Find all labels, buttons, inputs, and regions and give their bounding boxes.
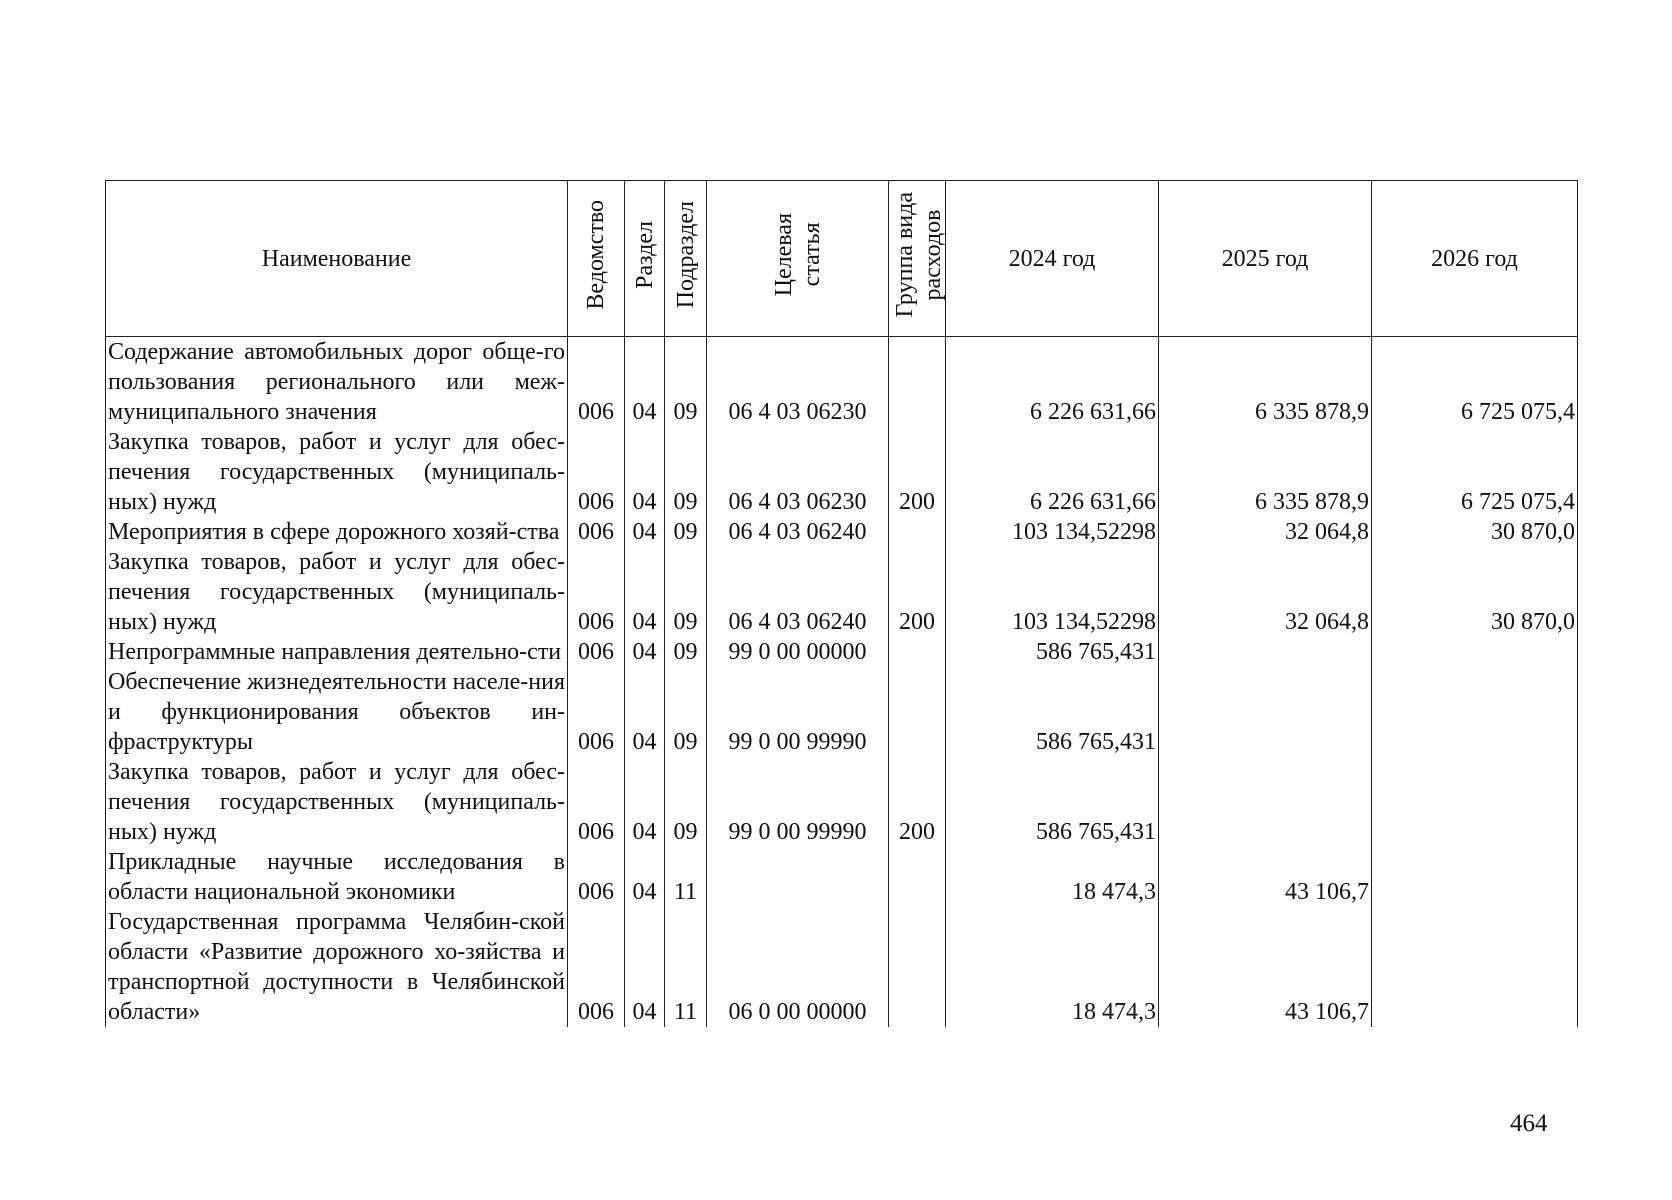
row-2025: 32 064,8 [1159, 547, 1372, 637]
row-expense-group [889, 517, 946, 547]
row-2026 [1372, 757, 1578, 847]
table-row [106, 337, 1578, 428]
header-target: Целевая статья [707, 181, 889, 337]
header-department: Ведомство [568, 181, 625, 337]
row-section: 04 [625, 337, 665, 428]
table-row [106, 847, 1578, 907]
table-row [106, 517, 1578, 547]
row-target: 06 0 00 00000 [707, 907, 889, 1027]
table-header-row [106, 181, 1578, 337]
row-name: Закупка товаров, работ и услуг для обес-печения государственных (муниципаль-ных) нужд [106, 757, 568, 847]
table-row [106, 427, 1578, 517]
row-2024: 586 765,431 [946, 637, 1159, 667]
row-expense-group [889, 337, 946, 428]
row-subsection: 09 [665, 517, 707, 547]
row-section: 04 [625, 637, 665, 667]
row-subsection: 09 [665, 757, 707, 847]
row-target: 06 4 03 06240 [707, 517, 889, 547]
row-department: 006 [568, 637, 625, 667]
row-2025 [1159, 667, 1372, 757]
row-name: Закупка товаров, работ и услуг для обес-печения государственных (муниципаль-ных) нужд [106, 547, 568, 637]
row-2026: 6 725 075,4 [1372, 427, 1578, 517]
row-subsection: 11 [665, 907, 707, 1027]
row-2025: 6 335 878,9 [1159, 427, 1372, 517]
row-section: 04 [625, 907, 665, 1027]
row-2026: 30 870,0 [1372, 517, 1578, 547]
row-target [707, 847, 889, 907]
row-2024: 103 134,52298 [946, 547, 1159, 637]
row-section: 04 [625, 667, 665, 757]
row-2026 [1372, 847, 1578, 907]
row-2024: 18 474,3 [946, 907, 1159, 1027]
row-2024: 586 765,431 [946, 667, 1159, 757]
row-2025 [1159, 637, 1372, 667]
header-2025: 2025 год [1159, 181, 1372, 337]
table-row [106, 757, 1578, 847]
row-target: 06 4 03 06230 [707, 427, 889, 517]
header-section: Раздел [625, 181, 665, 337]
row-2025: 43 106,7 [1159, 847, 1372, 907]
row-expense-group: 200 [889, 427, 946, 517]
row-2024: 6 226 631,66 [946, 337, 1159, 428]
row-section: 04 [625, 847, 665, 907]
row-2026 [1372, 667, 1578, 757]
row-subsection: 11 [665, 847, 707, 907]
row-target: 99 0 00 99990 [707, 757, 889, 847]
row-section: 04 [625, 547, 665, 637]
row-2025: 43 106,7 [1159, 907, 1372, 1027]
row-2025: 32 064,8 [1159, 517, 1372, 547]
row-department: 006 [568, 427, 625, 517]
row-2024: 6 226 631,66 [946, 427, 1159, 517]
row-expense-group [889, 637, 946, 667]
header-2024: 2024 год [946, 181, 1159, 337]
row-2026 [1372, 907, 1578, 1027]
row-name: Закупка товаров, работ и услуг для обес-печения государственных (муниципаль-ных) нужд [106, 427, 568, 517]
table-row [106, 637, 1578, 667]
row-target: 99 0 00 00000 [707, 637, 889, 667]
row-2026: 30 870,0 [1372, 547, 1578, 637]
row-name: Мероприятия в сфере дорожного хозяй-ства [106, 517, 568, 547]
header-expense-group: Группа вида расходов [889, 181, 946, 337]
header-2026: 2026 год [1372, 181, 1578, 337]
header-subsection: Подраздел [665, 181, 707, 337]
row-subsection: 09 [665, 547, 707, 637]
table-row [106, 907, 1578, 1027]
row-expense-group [889, 907, 946, 1027]
row-subsection: 09 [665, 667, 707, 757]
row-expense-group [889, 667, 946, 757]
page-number: 464 [1510, 1110, 1548, 1137]
row-department: 006 [568, 337, 625, 428]
row-department: 006 [568, 517, 625, 547]
row-2025 [1159, 757, 1372, 847]
row-name: Прикладные научные исследования в области национальной экономики [106, 847, 568, 907]
row-department: 006 [568, 757, 625, 847]
row-expense-group: 200 [889, 757, 946, 847]
row-2024: 586 765,431 [946, 757, 1159, 847]
row-section: 04 [625, 427, 665, 517]
row-expense-group [889, 847, 946, 907]
table-row [106, 667, 1578, 757]
row-2026 [1372, 637, 1578, 667]
row-2026: 6 725 075,4 [1372, 337, 1578, 428]
row-department: 006 [568, 847, 625, 907]
row-name: Содержание автомобильных дорог обще-го пользования регионального или меж-муниципального значения [106, 337, 568, 428]
row-subsection: 09 [665, 427, 707, 517]
row-name: Непрограммные направления деятельно-сти [106, 637, 568, 667]
row-2025: 6 335 878,9 [1159, 337, 1372, 428]
row-department: 006 [568, 547, 625, 637]
row-subsection: 09 [665, 337, 707, 428]
row-2024: 18 474,3 [946, 847, 1159, 907]
row-name: Обеспечение жизнедеятельности населе-ния и функционирования объектов ин-фраструктуры [106, 667, 568, 757]
row-subsection: 09 [665, 637, 707, 667]
row-section: 04 [625, 517, 665, 547]
table-row [106, 547, 1578, 637]
row-expense-group: 200 [889, 547, 946, 637]
budget-table [105, 180, 1578, 1027]
row-target: 99 0 00 99990 [707, 667, 889, 757]
row-department: 006 [568, 907, 625, 1027]
row-2024: 103 134,52298 [946, 517, 1159, 547]
row-target: 06 4 03 06240 [707, 547, 889, 637]
row-name: Государственная программа Челябин-ской области «Развитие дорожного хо-зяйства и транспортной доступности в Челябинской области» [106, 907, 568, 1027]
row-section: 04 [625, 757, 665, 847]
header-name: Наименование [106, 181, 568, 337]
row-target: 06 4 03 06230 [707, 337, 889, 428]
row-department: 006 [568, 667, 625, 757]
